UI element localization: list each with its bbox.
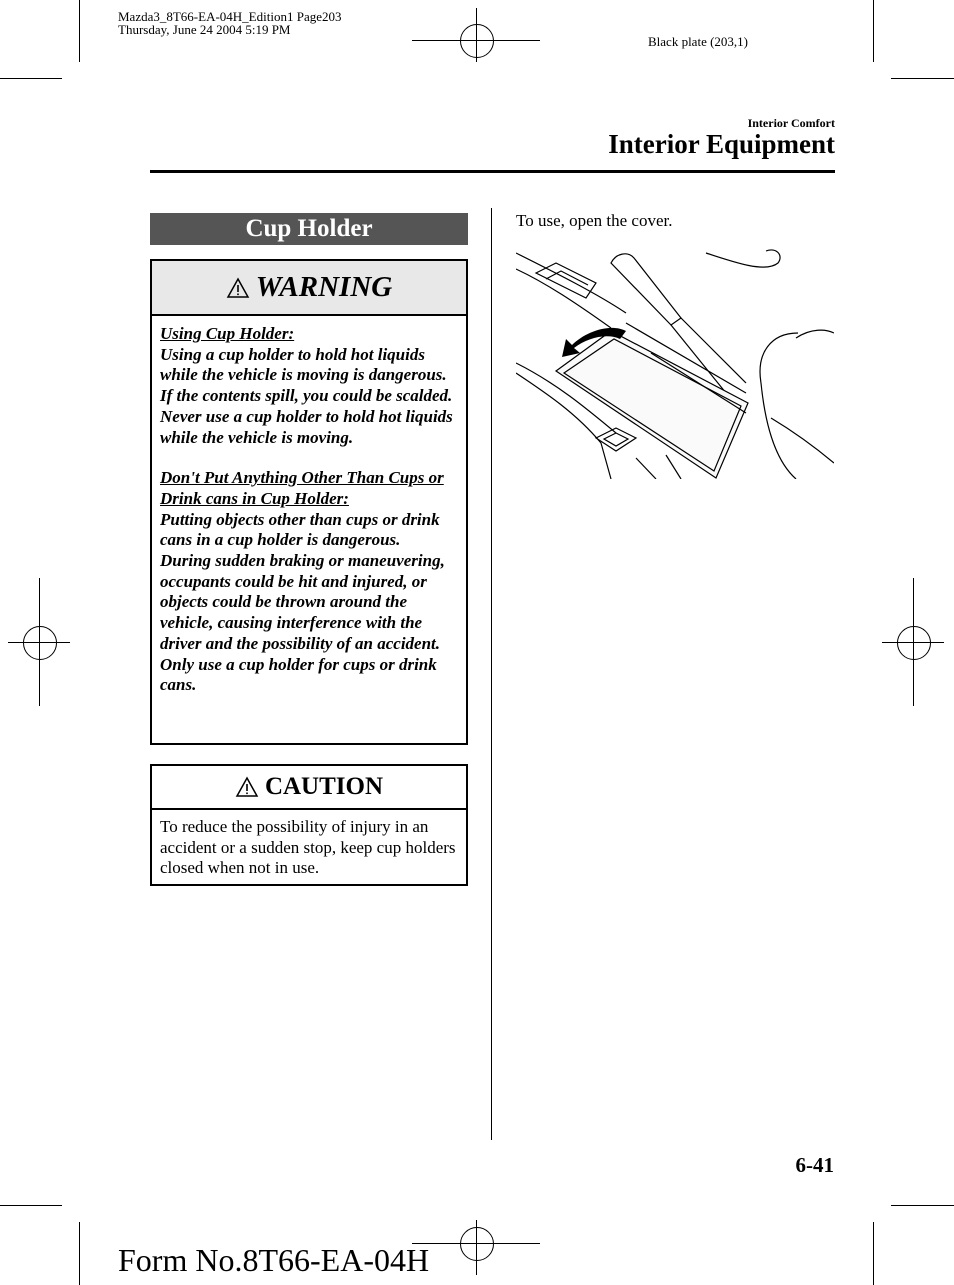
caution-text: To reduce the possibility of injury in an accident or a sudden stop, keep cup holders closed when not in use.	[160, 817, 456, 878]
print-job-line: Mazda3_8T66-EA-04H_Edition1 Page203	[118, 9, 342, 24]
warning-text-1: Using a cup holder to hold hot liquids while the vehicle is moving is dangerous. If the contents spill, you could be scalded. Never use a cup holder to hold hot liquids while the vehicle is moving.	[160, 344, 453, 447]
warning-text-2: Putting objects other than cups or drink cans in a cup holder is dangerous.	[160, 509, 440, 550]
warning-body	[152, 316, 466, 696]
section-label: Interior Comfort	[747, 116, 835, 130]
plate-label: Black plate (203,1)	[648, 34, 748, 49]
page-title: Interior Equipment	[608, 129, 835, 159]
print-date-line: Thursday, June 24 2004 5:19 PM	[118, 22, 291, 37]
column-divider	[491, 208, 492, 1140]
cup-holder-heading: Cup Holder	[150, 213, 468, 245]
warning-label: WARNING	[255, 271, 393, 303]
warning-text-3: During sudden braking or maneuvering, occupants could be hit and injured, or objects could be thrown around the vehicle, causing interference with the driver and the possibility of an accident. Only use a cup holder for cups or drink cans.	[160, 551, 445, 695]
form-number: Form No.8T66-EA-04H	[118, 1242, 430, 1278]
warning-subheading-1: Using Cup Holder:	[160, 324, 295, 343]
warning-triangle-icon	[226, 277, 250, 299]
header-rule	[150, 170, 835, 173]
warning-header	[152, 261, 466, 316]
caution-triangle-icon	[235, 776, 259, 798]
warning-box	[150, 259, 468, 745]
caution-label: CAUTION	[264, 773, 384, 800]
caution-box	[150, 764, 468, 886]
caution-header	[152, 766, 466, 810]
cup-holder-illustration	[516, 243, 834, 479]
warning-subheading-2: Don't Put Anything Other Than Cups or Drink cans in Cup Holder:	[160, 468, 444, 508]
page-number: 6-41	[795, 1153, 834, 1177]
instruction-text: To use, open the cover.	[516, 211, 673, 230]
